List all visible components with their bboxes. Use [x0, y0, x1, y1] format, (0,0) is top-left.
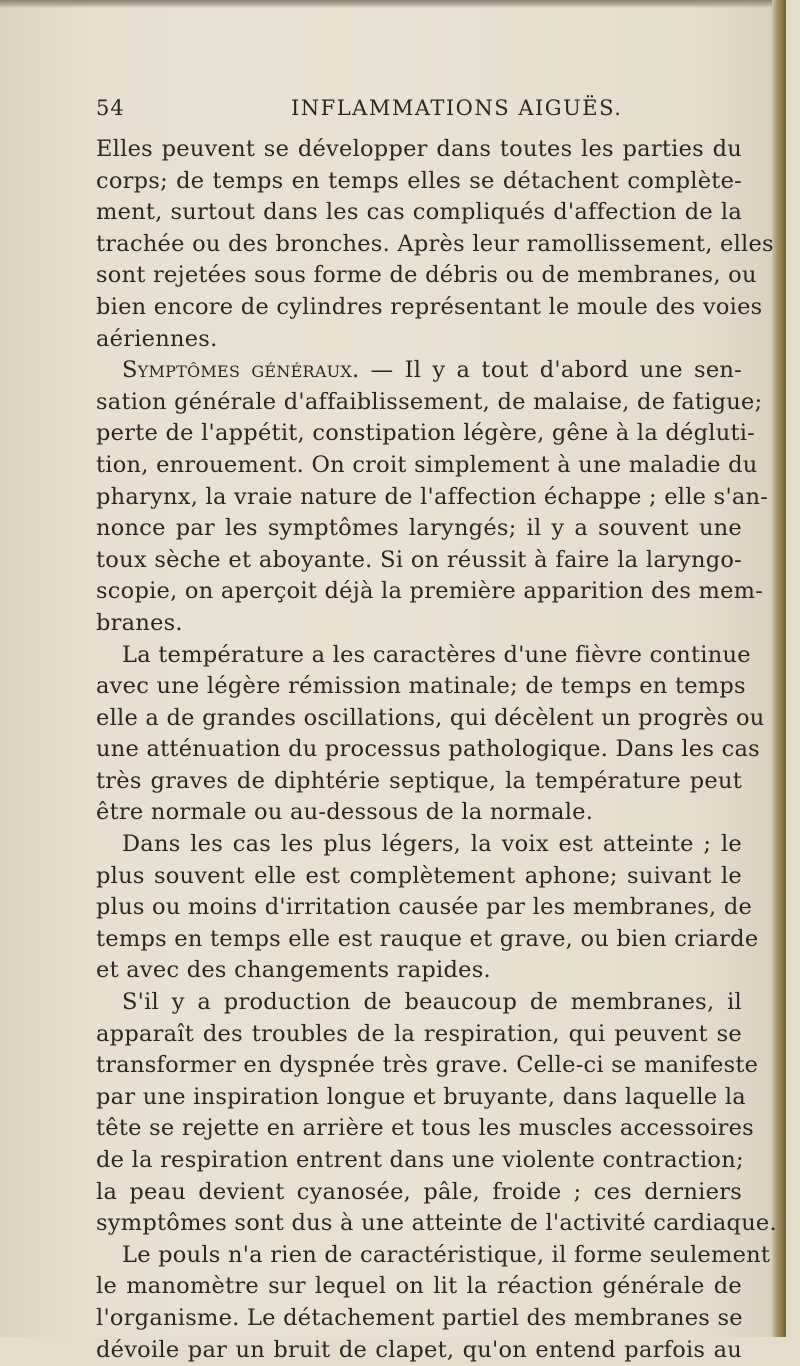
line-text: sont rejetées sous forme de débris ou de membranes, ou — [96, 262, 757, 289]
text-line — [96, 1335, 742, 1366]
text-line — [96, 1082, 746, 1114]
text-line — [96, 608, 742, 640]
text-line — [96, 987, 742, 1019]
text-line — [96, 892, 753, 924]
line-text: La température a les caractères d'une fièvre continue — [122, 641, 751, 668]
text-line — [96, 418, 756, 450]
text-line — [96, 766, 742, 798]
section-heading: Symptômes généraux. — [122, 357, 360, 384]
line-text: branes. — [96, 609, 183, 636]
line-text: bien encore de cylindres représentant le moule des voies — [96, 293, 763, 320]
line-text: trachée ou des bronches. Après leur ramollissement, elles — [96, 230, 774, 257]
text-line — [96, 861, 742, 893]
text-line — [96, 1240, 771, 1272]
line-text: plus ou moins d'irritation causée par les membranes, de — [96, 894, 753, 921]
line-text: S'il y a production de beaucoup de membranes, il — [122, 989, 742, 1016]
line-text: aériennes. — [96, 325, 218, 352]
text-line — [96, 1208, 777, 1240]
text-line — [96, 513, 742, 545]
line-text: Elles peuvent se développer dans toutes les parties du — [96, 136, 742, 162]
text-line — [96, 1050, 759, 1082]
line-text: nonce par les symptômes laryngés; il y a souvent une — [96, 515, 742, 542]
text-line — [96, 229, 774, 261]
text-line — [96, 450, 758, 482]
line-text: temps en temps elle est rauque et grave, ou bien criarde — [96, 925, 759, 952]
text-line — [96, 197, 742, 229]
line-text: de la respiration entrent dans une violente contraction; — [96, 1147, 744, 1173]
text-line — [96, 640, 751, 672]
text-line — [96, 734, 760, 766]
text-line — [96, 703, 765, 735]
line-text: — Il y a tout d'abord une sen- — [359, 357, 742, 384]
text-line — [96, 1303, 742, 1335]
line-text: scopie, on aperçoit déjà la première apparition des mem- — [96, 578, 764, 605]
line-text: ment, surtout dans les cas compliqués d'affection de la — [96, 199, 742, 226]
line-text: toux sèche et aboyante. Si on réussit à faire la laryngo- — [96, 546, 742, 573]
line-text: tion, enrouement. On croit simplement à une maladie du — [96, 451, 758, 478]
line-text: avec une légère rémission matinale; de temps en temps — [96, 673, 746, 700]
line-text: et avec des changements rapides. — [96, 957, 491, 984]
line-text: apparaît des troubles de la respiration, qui peuvent se — [96, 1020, 742, 1047]
text-line — [96, 671, 746, 703]
text-line — [96, 1145, 742, 1177]
line-text: la peau devient cyanosée, pâle, froide ; ces derniers — [96, 1178, 742, 1205]
page-number: 54 — [96, 96, 125, 120]
text-line — [96, 355, 742, 387]
text-line — [96, 482, 769, 514]
line-text: être normale ou au-dessous de la normale. — [96, 799, 594, 826]
text-line — [96, 829, 742, 861]
line-text: sation générale d'affaiblissement, de malaise, de fatigue; — [96, 388, 763, 415]
body-text — [96, 134, 777, 1366]
text-line — [96, 166, 742, 198]
text-line — [96, 260, 757, 292]
running-head: INFLAMMATIONS AIGUËS. — [291, 96, 623, 120]
line-text: par une inspiration longue et bruyante, dans laquelle la — [96, 1083, 746, 1110]
text-line — [96, 797, 742, 829]
text-line — [96, 134, 742, 166]
text-line — [96, 1019, 742, 1051]
line-text: pharynx, la vraie nature de l'affection échappe ; elle s'an- — [96, 483, 769, 510]
text-line — [96, 1113, 754, 1145]
text-line — [96, 1177, 742, 1209]
line-text: très graves de diphtérie septique, la température peut — [96, 767, 742, 794]
line-text: plus souvent elle est complètement aphone; suivant le — [96, 862, 742, 889]
text-line — [96, 387, 763, 419]
line-text: transformer en dyspnée très grave. Celle-ci se manifeste — [96, 1052, 759, 1079]
line-text: le manomètre sur lequel on lit la réaction générale de — [96, 1273, 742, 1300]
line-text: dévoile par un bruit de clapet, qu'on entend parfois au — [96, 1336, 742, 1363]
text-line — [96, 955, 742, 987]
line-text: elle a de grandes oscillations, qui décèlent un progrès ou — [96, 704, 765, 731]
line-text: Dans les cas les plus légers, la voix est atteinte ; le — [122, 831, 742, 858]
line-text: corps; de temps en temps elles se détachent complète- — [96, 167, 742, 194]
text-line — [96, 292, 763, 324]
line-text: perte de l'appétit, constipation légère, gêne à la dégluti- — [96, 420, 756, 447]
line-text: une atténuation du processus pathologique. Dans les cas — [96, 736, 760, 763]
page-top-edge — [0, 0, 786, 8]
page-binding-edge — [772, 0, 786, 1337]
line-text: l'organisme. Le détachement partiel des membranes se — [96, 1304, 743, 1331]
text-line — [96, 324, 742, 356]
page-header — [96, 96, 746, 130]
line-text: symptômes sont dus à une atteinte de l'activité cardiaque. — [96, 1210, 777, 1237]
text-line — [96, 924, 759, 956]
text-line — [96, 576, 764, 608]
line-text: Le pouls n'a rien de caractéristique, il forme seulement — [122, 1241, 771, 1268]
text-line — [96, 545, 742, 577]
text-line — [96, 1271, 742, 1303]
line-text: tête se rejette en arrière et tous les muscles accessoires — [96, 1115, 754, 1142]
